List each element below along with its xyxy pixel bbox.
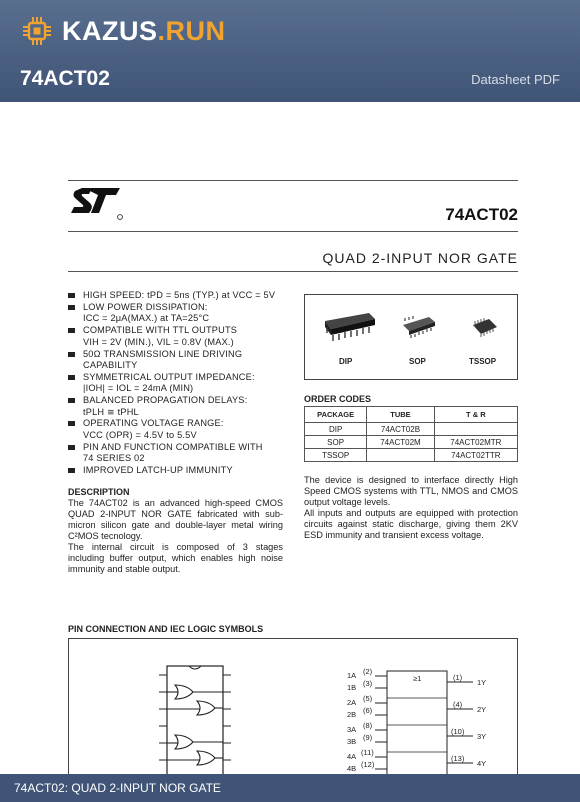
column-header: PACKAGE	[305, 407, 367, 423]
feature-item	[68, 372, 293, 395]
iec-input-label: 1A	[347, 671, 357, 680]
iec-input-label: 2B	[347, 710, 357, 719]
description-paragraph: The 74ACT02 is an advanced high-speed CMOS QUAD 2-INPUT NOR GATE fabricated with sub-micron silicon gate and double-layer metal wiring C²MOS tecnology.	[68, 498, 283, 541]
feature-line: ICC = 2μA(MAX.) at TA=25°C	[83, 313, 210, 324]
feature-line: IMPROVED LATCH-UP IMMUNITY	[83, 465, 233, 476]
feature-line: PIN AND FUNCTION COMPATIBLE WITH	[83, 441, 263, 452]
st-logo	[70, 186, 124, 222]
table-cell: TSSOP	[305, 449, 367, 462]
feature-line: tPLH ≅ tPHL	[83, 406, 139, 417]
feature-line: SYMMETRICAL OUTPUT IMPEDANCE:	[83, 371, 255, 382]
order-codes-table	[304, 406, 518, 462]
chip-icon	[22, 16, 52, 46]
package-illustrations	[304, 294, 518, 380]
bullet-icon	[68, 468, 75, 473]
interface-description	[304, 475, 518, 541]
bullet-icon	[68, 398, 75, 403]
package-label-dip: DIP	[339, 357, 353, 366]
bullet-icon	[68, 352, 75, 357]
pin-connection-heading: PIN CONNECTION AND IEC LOGIC SYMBOLS	[68, 624, 264, 634]
feature-item	[68, 325, 293, 348]
iec-output-label: 4Y	[477, 759, 487, 768]
feature-list	[68, 290, 293, 477]
iec-output-label: 3Y	[477, 732, 487, 741]
feature-item	[68, 395, 293, 418]
feature-line: COMPATIBLE WITH TTL OUTPUTS	[83, 325, 238, 336]
site-logo[interactable]	[22, 14, 226, 48]
table-cell: SOP	[305, 436, 367, 449]
iec-input-pin: (12)	[361, 760, 375, 769]
brand-name: KAZUS.RUN	[62, 15, 226, 46]
title-rule	[68, 231, 518, 232]
feature-item	[68, 349, 293, 372]
bullet-icon	[68, 421, 75, 426]
bullet-icon	[68, 305, 75, 310]
iec-input-pin: (2)	[363, 667, 373, 676]
feature-item	[68, 442, 293, 465]
iec-output-pin: (13)	[451, 754, 465, 763]
package-label-tssop: TSSOP	[469, 357, 497, 366]
iec-input-label: 3B	[347, 737, 357, 746]
top-rule	[68, 180, 518, 181]
table-cell	[367, 449, 434, 462]
iec-input-pin: (11)	[361, 748, 374, 757]
iec-input-label: 4B	[347, 764, 357, 773]
iec-gate-symbol: ≥1	[413, 674, 422, 683]
feature-line: 74 SERIES 02	[83, 453, 145, 464]
iec-output-label: 2Y	[477, 705, 487, 714]
footer-bar: 74ACT02: QUAD 2-INPUT NOR GATE	[0, 774, 580, 802]
feature-line: VIH = 2V (MIN.), VIL = 0.8V (MAX.)	[83, 336, 234, 347]
iec-logic-symbol	[345, 665, 505, 777]
device-subtitle: QUAD 2-INPUT NOR GATE	[322, 250, 518, 266]
feature-line: BALANCED PROPAGATION DELAYS:	[83, 395, 248, 406]
feature-line: OPERATING VOLTAGE RANGE:	[83, 418, 224, 429]
feature-line: LOW POWER DISSIPATION:	[83, 301, 208, 312]
column-header: T & R	[434, 407, 517, 423]
table-row	[305, 423, 518, 436]
bullet-icon	[68, 293, 75, 298]
subtitle-rule	[68, 271, 518, 272]
iec-input-pin: (9)	[363, 733, 373, 742]
iec-input-pin: (8)	[363, 721, 373, 730]
description-paragraph: All inputs and outputs are equipped with protection circuits against static discharge, giving them 2KV ESD immunity and transient excess voltage.	[304, 508, 518, 540]
table-cell: DIP	[305, 423, 367, 436]
feature-item	[68, 302, 293, 325]
feature-item	[68, 290, 293, 301]
header-part-title: 74ACT02	[20, 67, 110, 90]
bullet-icon	[68, 375, 75, 380]
description-heading: DESCRIPTION	[68, 487, 130, 497]
sop-package-icon	[399, 313, 439, 341]
pin-connection-schematic	[145, 661, 245, 778]
feature-line: VCC (OPR) = 4.5V to 5.5V	[83, 429, 197, 440]
table-row	[305, 449, 518, 462]
table-cell: 74ACT02B	[367, 423, 434, 436]
feature-line: 50Ω TRANSMISSION LINE DRIVING	[83, 348, 243, 359]
table-cell: 74ACT02M	[367, 436, 434, 449]
bullet-icon	[68, 445, 75, 450]
datasheet-pdf-link[interactable]: Datasheet PDF	[471, 72, 560, 87]
feature-line: HIGH SPEED: tPD = 5ns (TYP.) at VCC = 5V	[83, 290, 276, 300]
feature-line: |IOH| = IOL = 24mA (MIN)	[83, 383, 194, 394]
iec-input-label: 1B	[347, 683, 357, 692]
iec-output-label: 1Y	[477, 678, 487, 687]
package-label-sop: SOP	[409, 357, 426, 366]
iec-output-pin: (10)	[451, 727, 465, 736]
description-paragraph: The internal circuit is composed of 3 stages including buffer output, which enables high noise immunity and stable output.	[68, 542, 283, 574]
dip-package-icon	[319, 307, 379, 343]
column-header: TUBE	[367, 407, 434, 423]
order-codes-heading: ORDER CODES	[304, 394, 372, 404]
part-number: 74ACT02	[445, 205, 518, 224]
iec-input-label: 3A	[347, 725, 357, 734]
description-paragraph: The device is designed to interface directly High Speed CMOS systems with TTL, NMOS and CMOS output voltage levels.	[304, 475, 518, 507]
iec-input-pin: (3)	[363, 679, 373, 688]
tssop-package-icon	[469, 315, 501, 339]
feature-item	[68, 465, 293, 476]
feature-line: CAPABILITY	[83, 359, 138, 370]
order-table-header	[305, 407, 518, 423]
pin-connection-diagram	[68, 638, 518, 778]
iec-input-pin: (5)	[363, 694, 373, 703]
table-cell	[434, 423, 517, 436]
iec-output-pin: (1)	[453, 673, 463, 682]
description-text	[68, 498, 283, 575]
site-header	[0, 0, 580, 102]
table-cell: 74ACT02MTR	[434, 436, 517, 449]
feature-item	[68, 418, 293, 441]
table-row	[305, 436, 518, 449]
iec-input-label: 4A	[347, 752, 357, 761]
iec-input-pin: (6)	[363, 706, 373, 715]
bullet-icon	[68, 328, 75, 333]
iec-input-label: 2A	[347, 698, 357, 707]
table-cell: 74ACT02TTR	[434, 449, 517, 462]
iec-output-pin: (4)	[453, 700, 463, 709]
